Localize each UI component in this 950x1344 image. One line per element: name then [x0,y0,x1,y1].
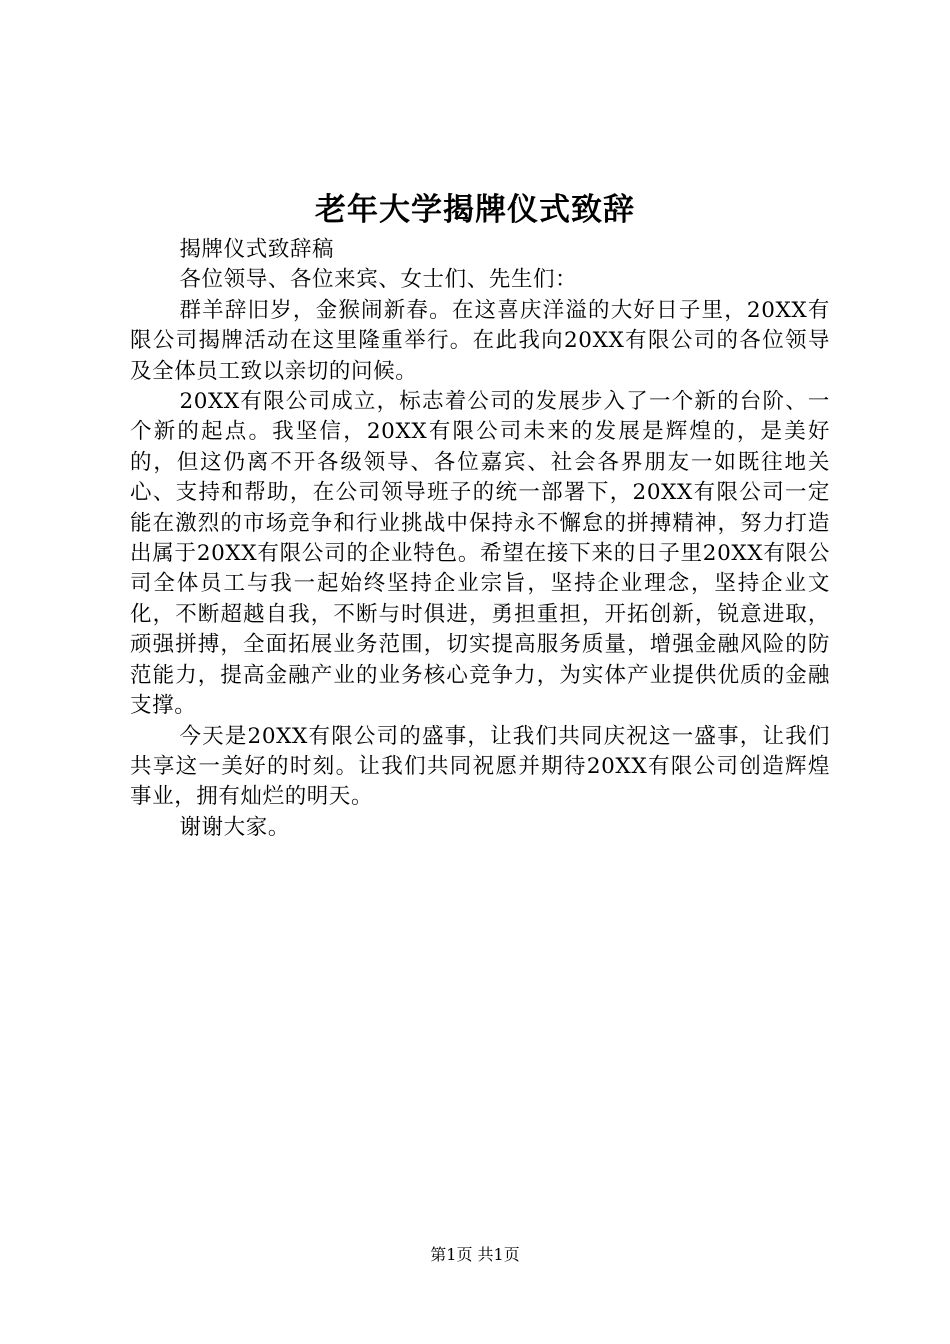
document-body [130,235,830,843]
paragraph-celebration: 今天是20XX有限公司的盛事，让我们共同庆祝这一盛事，让我们共享这一美好的时刻。让我们共同祝愿并期待20XX有限公司创造辉煌事业，拥有灿烂的明天。 [130,723,830,810]
paragraph-salutation: 各位领导、各位来宾、女士们、先生们： [179,267,578,293]
paragraph-thanks: 谢谢大家。 [179,814,290,840]
paragraph-main: 20XX有限公司成立，标志着公司的发展步入了一个新的台阶、一个新的起点。我坚信，20XX有限公司未来的发展是辉煌的，是美好的，但这仍离不开各级领导、各位嘉宾、社会各界朋友一如既往地关心、支持和帮助，在公司领导班子的统一部署下，20XX有限公司一定能在激烈的市场竞争和行业挑战中保持永不懈怠的拼搏精神，努力打造出属于20XX有限公司的企业特色。希望在接下来的日子里20XX有限公司全体员工与我一起始终坚持企业宗旨，坚持企业理念，坚持企业文化，不断超越自我，不断与时俱进，勇担重担，开拓创新，锐意进取，顽强拼搏，全面拓展业务范围，切实提高服务质量，增强金融风险的防范能力，提高金融产业的业务核心竞争力，为实体产业提供优质的金融支撑。 [130,389,830,719]
document-title: 老年大学揭牌仪式致辞 [315,192,635,228]
paragraph-subtitle: 揭牌仪式致辞稿 [179,237,335,262]
page-footer: 第1页 共1页 [430,1245,520,1264]
paragraph-greeting: 群羊辞旧岁，金猴闹新春。在这喜庆洋溢的大好日子里，20XX有限公司揭牌活动在这里隆重举行。在此我向20XX有限公司的各位领导及全体员工致以亲切的问候。 [130,297,830,384]
